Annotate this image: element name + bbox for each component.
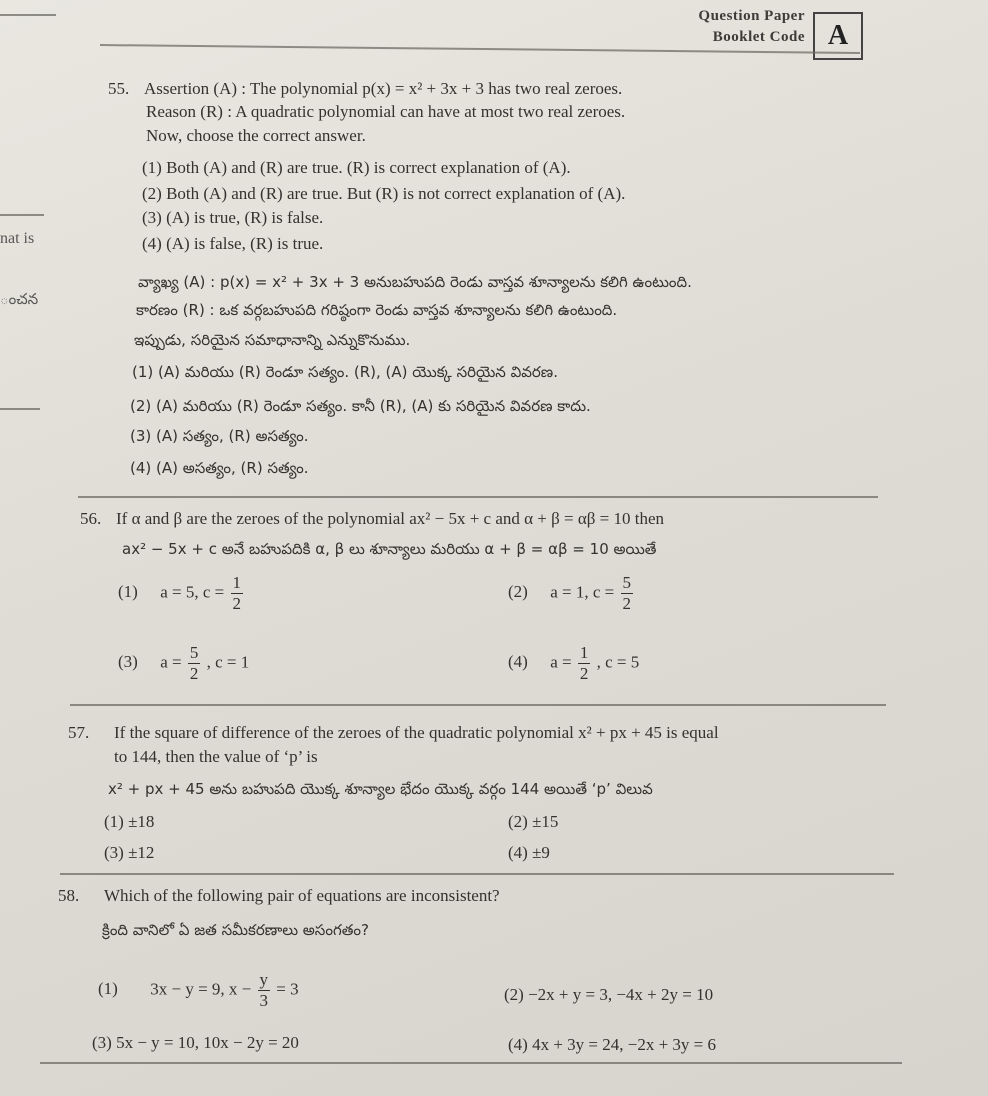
margin-mark-2 [0, 408, 40, 410]
q55-assertion-line [108, 77, 622, 101]
booklet-code-value: A [827, 20, 849, 51]
q56-option-1[interactable] [118, 573, 245, 614]
q56-option-3-fraction [188, 643, 201, 684]
frac-num: 1 [232, 573, 242, 592]
q56-stem-line [80, 507, 664, 531]
q55-te-option-1[interactable]: (1) (A) మరియు (R) రెండూ సత్యం. (R), (A) యొక్క సరియైన వివరణ. [132, 363, 558, 381]
booklet-code-label [698, 6, 805, 48]
q57-stem-1: If the square of difference of the zeroes of the quadratic polynomial x² + px + 45 is equal [114, 723, 719, 742]
divider-55-56 [78, 496, 878, 498]
q56-option-3-text: a = [160, 652, 182, 672]
q56-option-1-number: (1) [118, 582, 138, 602]
q56-option-2-text: a = 1, c = [550, 582, 615, 602]
q55-option-2[interactable]: (2) Both (A) and (R) are true. But (R) is not correct explanation of (A). [142, 184, 626, 203]
q55-option-4[interactable]: (4) (A) is false, (R) is true. [142, 234, 324, 253]
q57-option-1[interactable]: (1) ±18 [104, 812, 155, 831]
q55-te-option-3[interactable]: (3) (A) సత్యం, (R) అసత్యం. [130, 427, 309, 445]
q58-option-4[interactable]: (4) 4x + 3y = 24, −2x + 3y = 6 [508, 1035, 717, 1054]
frac-den: 2 [622, 594, 632, 613]
question-paper-label: Question Paper [698, 8, 805, 24]
q56-option-2[interactable] [508, 573, 635, 614]
q56-option-1-text: a = 5, c = [160, 582, 225, 602]
margin-mark-3 [0, 14, 56, 16]
frac-den: 2 [579, 664, 589, 683]
bottom-divider [40, 1062, 902, 1064]
frac-num: 5 [189, 643, 199, 662]
q58-option-1-suffix: = 3 [276, 979, 299, 999]
q56-option-3-number: (3) [118, 652, 138, 672]
q55-reason: Reason (R) : A quadratic polynomial can have at most two real zeroes. [146, 102, 626, 121]
frac-den: 2 [232, 594, 242, 613]
q55-assertion: Assertion (A) : The polynomial p(x) = x² + 3x + 3 has two real zeroes. [144, 79, 623, 98]
q58-option-3[interactable]: (3) 5x − y = 10, 10x − 2y = 20 [92, 1033, 299, 1052]
frac-num: 5 [622, 573, 632, 592]
margin-mark-1 [0, 214, 44, 216]
q55-instruction: Now, choose the correct answer. [146, 126, 366, 145]
q58-option-1-number: (1) [98, 979, 118, 999]
booklet-code-text: Booklet Code [712, 29, 805, 45]
q58-option-1-fraction [258, 970, 271, 1011]
q57-option-4[interactable]: (4) ±9 [508, 843, 550, 862]
q56-option-1-fraction [231, 573, 244, 614]
q56-stem-te: ax² − 5x + c అనే బహుపదికి α, β లు శూన్యాలు మరియు α + β = αβ = 10 అయితే [122, 540, 657, 558]
q56-option-4-suffix: , c = 5 [596, 652, 640, 672]
frac-num: y [259, 970, 269, 989]
q55-te-option-4[interactable]: (4) (A) అసత్యం, (R) సత్యం. [130, 459, 309, 477]
q57-stem-te: x² + px + 45 అను బహుపది యొక్క శూన్యాల భేదం యొక్క వర్గం 144 అయితే ‘p’ విలువ [108, 780, 653, 798]
q56-option-4[interactable] [508, 643, 639, 684]
q56-option-3[interactable] [118, 643, 249, 684]
divider-56-57 [70, 704, 886, 706]
q56-option-4-fraction [578, 643, 591, 684]
q57-number: 57. [68, 723, 90, 742]
q58-stem: Which of the following pair of equations are inconsistent? [104, 886, 500, 905]
q56-option-2-fraction [621, 573, 634, 614]
q55-te-instruction: ఇప్పుడు, సరియైన సమాధానాన్ని ఎన్నుకొనుము. [134, 331, 411, 349]
q55-te-assertion: వ్యాఖ్య (A) : p(x) = x² + 3x + 3 అనుబహుపది రెండు వాస్తవ శూన్యాలను కలిగి ఉంటుంది. [138, 273, 692, 291]
q56-option-2-number: (2) [508, 582, 528, 602]
q58-stem-te: క్రింది వానిలో ఏ జత సమీకరణాలు అసంగతం? [102, 921, 369, 939]
q58-option-1[interactable] [98, 970, 299, 1011]
q58-option-2[interactable]: (2) −2x + y = 3, −4x + 2y = 10 [504, 985, 714, 1004]
q56-stem: If α and β are the zeroes of the polynomial ax² − 5x + c and α + β = αβ = 10 then [116, 509, 665, 528]
q57-option-3[interactable]: (3) ±12 [104, 843, 155, 862]
q57-stem-line-2: to 144, then the value of ‘p’ is [114, 747, 318, 766]
q55-option-3[interactable]: (3) (A) is true, (R) is false. [142, 208, 324, 227]
frac-num: 1 [579, 643, 589, 662]
q56-option-4-number: (4) [508, 652, 528, 672]
q58-option-1-text: 3x − y = 9, x − [150, 979, 252, 999]
q55-te-option-2[interactable]: (2) (A) మరియు (R) రెండూ సత్యం. కానీ (R), (A) కు సరియైన వివరణ కాదు. [130, 397, 591, 415]
q55-te-reason: కారణం (R) : ఒక వర్గబహుపది గరిష్ఠంగా రెండు వాస్తవ శూన్యాలను కలిగి ఉంటుంది. [136, 301, 618, 319]
q58-stem-line [58, 884, 500, 908]
q55-option-1[interactable]: (1) Both (A) and (R) are true. (R) is correct explanation of (A). [142, 158, 571, 177]
q56-number: 56. [80, 509, 102, 528]
q58-number: 58. [58, 886, 80, 905]
q55-number: 55. [108, 79, 130, 98]
margin-fragment-2: ంచన [0, 290, 39, 308]
frac-den: 3 [259, 991, 269, 1010]
margin-fragment-1: nat is [0, 230, 35, 247]
frac-den: 2 [189, 664, 199, 683]
q57-option-2[interactable]: (2) ±15 [508, 812, 559, 831]
divider-57-58 [60, 873, 894, 875]
q56-option-4-text: a = [550, 652, 572, 672]
q57-stem-line-1 [68, 721, 719, 745]
q56-option-3-suffix: , c = 1 [206, 652, 250, 672]
